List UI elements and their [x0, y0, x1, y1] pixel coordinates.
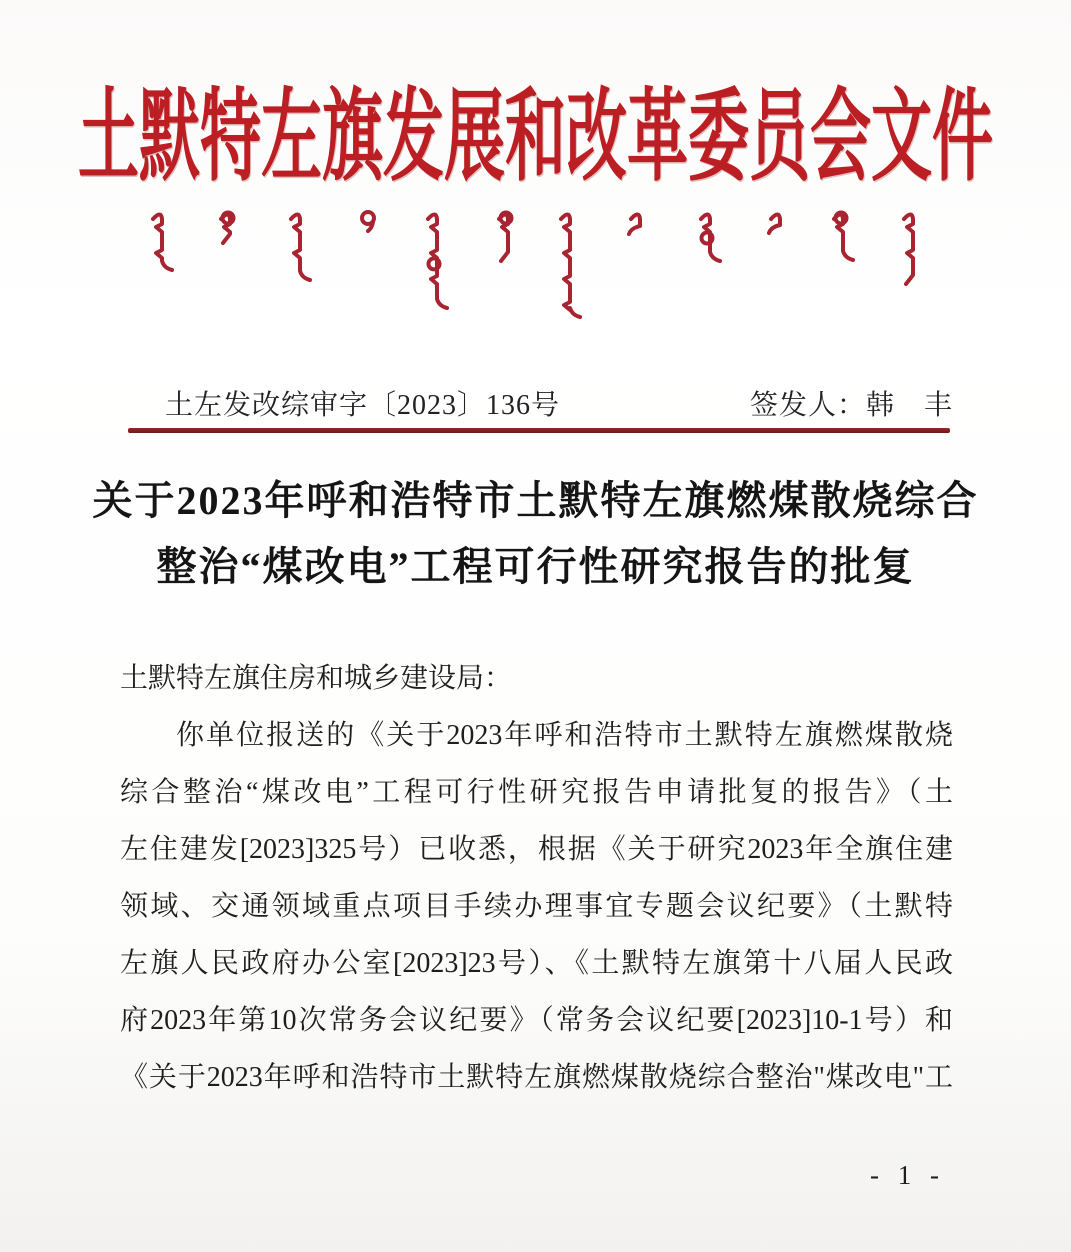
- document-body: [120, 650, 953, 1106]
- document-title: [60, 468, 1011, 600]
- mongolian-script: [0, 200, 1071, 400]
- letterhead-org-title: 土默特左旗发展和改革委员会文件: [77, 83, 993, 194]
- issuer: 签发人：韩 丰: [749, 390, 953, 421]
- body-line: 综合整治“煤改电”工程可行性研究报告申请批复的报告》（土: [120, 777, 953, 808]
- body-line: 左住建发[2023]325号）已收悉，根据《关于研究2023年全旗住建: [120, 834, 953, 865]
- body-line: 《关于2023年呼和浩特市土默特左旗燃煤散烧综合整治"煤改电"工: [120, 1062, 953, 1093]
- page-number: - 1 -: [870, 1160, 945, 1190]
- body-line: 你单位报送的《关于2023年呼和浩特市土默特左旗燃煤散烧: [176, 720, 953, 751]
- red-divider-rule: [128, 428, 950, 433]
- body-line: 府2023年第10次常务会议纪要》（常务会议纪要[2023]10-1号）和: [120, 1005, 953, 1036]
- body-line: 领域、交通领域重点项目手续办理事宜专题会议纪要》（土默特: [120, 891, 953, 922]
- doc-info-row: [120, 383, 953, 423]
- document-title-line1: 关于2023年呼和浩特市土默特左旗燃煤散烧综合: [92, 478, 979, 523]
- doc-number: 土左发改综审字〔2023〕136号: [165, 390, 561, 421]
- document-title-line2: 整治“煤改电”工程可行性研究报告的批复: [156, 544, 915, 589]
- body-line: 左旗人民政府办公室[2023]23号）、《土默特左旗第十八届人民政: [120, 948, 953, 979]
- salutation: 土默特左旗住房和城乡建设局：: [120, 663, 513, 694]
